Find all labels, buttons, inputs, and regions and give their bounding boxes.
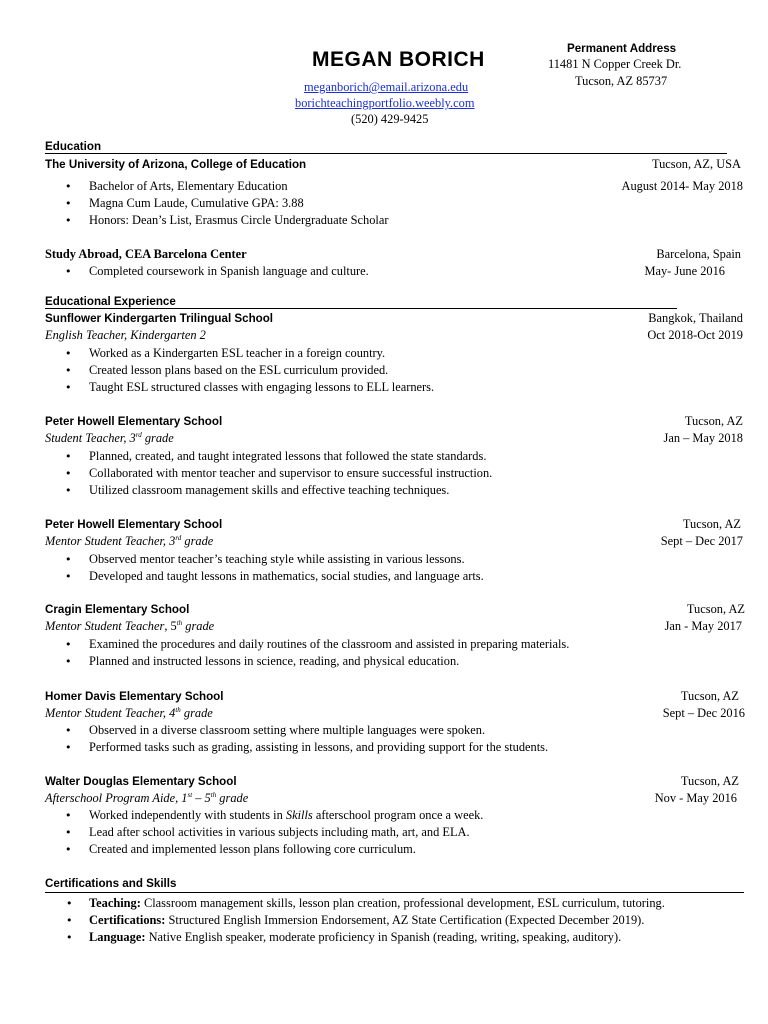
- experience-org-6: Walter Douglas Elementary School: [45, 775, 237, 788]
- experience-date-1: Oct 2018-Oct 2019: [647, 328, 743, 342]
- education-date-2: May- June 2016: [644, 264, 725, 278]
- experience-bullets-1: [61, 345, 434, 397]
- list-item: • Honors: Dean’s List, Erasmus Circle Undergraduate Scholar: [61, 212, 388, 229]
- education-bullets-1: [61, 178, 388, 230]
- list-item: • Developed and taught lessons in mathematics, social studies, and language arts.: [61, 568, 484, 585]
- experience-date-4: Jan - May 2017: [664, 619, 742, 633]
- experience-date-2: Jan – May 2018: [663, 431, 743, 445]
- list-item: • Worked independently with students in Skills afterschool program once a week.: [61, 807, 483, 824]
- list-item: • Taught ESL structured classes with engaging lessons to ELL learners.: [61, 379, 434, 396]
- list-item: • Examined the procedures and daily routines of the classroom and assisted in preparing materials.: [61, 636, 569, 653]
- experience-role-3: Mentor Student Teacher, 3rd grade: [45, 533, 214, 548]
- experience-date-3: Sept – Dec 2017: [660, 534, 743, 548]
- list-item: • Created and implemented lesson plans following core curriculum.: [61, 841, 483, 858]
- experience-org-3: Peter Howell Elementary School: [45, 518, 223, 531]
- skills-heading: Certifications and Skills: [45, 877, 177, 890]
- experience-role-5: Mentor Student Teacher, 4th grade: [45, 705, 213, 720]
- education-location-1: Tucson, AZ, USA: [651, 157, 741, 171]
- experience-org-4: Cragin Elementary School: [45, 603, 190, 616]
- experience-role-6: Afterschool Program Aide, 1st – 5th grade: [45, 790, 249, 805]
- experience-role-1: English Teacher, Kindergarten 2: [45, 328, 206, 342]
- list-item: • Magna Cum Laude, Cumulative GPA: 3.88: [61, 195, 388, 212]
- education-org-1: The University of Arizona, College of Education: [45, 158, 307, 171]
- portfolio-link[interactable]: borichteachingportfolio.weebly.com: [295, 96, 475, 110]
- education-org-2: Study Abroad, CEA Barcelona Center: [45, 247, 247, 261]
- experience-role-2: Student Teacher, 3rd grade: [45, 430, 174, 445]
- experience-bullets-2: [61, 448, 492, 500]
- education-rule: [45, 153, 727, 154]
- experience-org-1: Sunflower Kindergarten Trilingual School: [45, 312, 274, 325]
- list-item: • Lead after school activities in various subjects including math, art, and ELA.: [61, 824, 483, 841]
- list-item: • Observed mentor teacher’s teaching style while assisting in various lessons.: [61, 551, 484, 568]
- address-line-2: Tucson, AZ 85737: [575, 74, 668, 88]
- education-date-1: August 2014- May 2018: [621, 179, 743, 193]
- education-heading: Education: [45, 140, 102, 153]
- experience-date-6: Nov - May 2016: [654, 791, 737, 805]
- experience-location-1: Bangkok, Thailand: [648, 311, 743, 325]
- experience-bullets-3: [61, 551, 484, 585]
- experience-location-6: Tucson, AZ: [680, 774, 739, 788]
- list-item: • Completed coursework in Spanish language and culture.: [61, 263, 369, 280]
- address-title: Permanent Address: [567, 42, 677, 55]
- skills-rule: [45, 892, 744, 893]
- experience-org-5: Homer Davis Elementary School: [45, 690, 224, 703]
- list-item: • Collaborated with mentor teacher and supervisor to ensure successful instruction.: [61, 465, 492, 482]
- address-line-1: 11481 N Copper Creek Dr.: [548, 57, 682, 71]
- email-link[interactable]: meganborich@email.arizona.edu: [304, 80, 469, 94]
- experience-role-4: Mentor Student Teacher, 5th grade: [45, 618, 215, 633]
- phone-number: (520) 429-9425: [351, 112, 429, 126]
- experience-bullets-6: [61, 807, 483, 859]
- skill-item-language: • Language: Native English speaker, moderate proficiency in Spanish (reading, writing, speaking, auditory).: [62, 929, 665, 946]
- experience-bullets-4: [61, 636, 569, 670]
- experience-rule: [45, 308, 677, 309]
- list-item: • Bachelor of Arts, Elementary Education: [61, 178, 388, 195]
- skill-item-teaching: • Teaching: Classroom management skills, lesson plan creation, professional development, ESL curriculum, tutoring.: [62, 895, 665, 912]
- experience-location-2: Tucson, AZ: [684, 414, 743, 428]
- experience-bullets-5: [61, 722, 548, 756]
- experience-date-5: Sept – Dec 2016: [662, 706, 745, 720]
- list-item: • Planned, created, and taught integrated lessons that followed the state standards.: [61, 448, 492, 465]
- experience-heading: Educational Experience: [45, 295, 176, 308]
- education-bullets-2: [61, 263, 369, 280]
- experience-location-5: Tucson, AZ: [680, 689, 739, 703]
- skill-item-certifications: • Certifications: Structured English Immersion Endorsement, AZ State Certification (Expected December 2019).: [62, 912, 665, 929]
- list-item: • Planned and instructed lessons in science, reading, and physical education.: [61, 653, 569, 670]
- list-item: • Utilized classroom management skills and effective teaching techniques.: [61, 482, 492, 499]
- list-item: • Created lesson plans based on the ESL curriculum provided.: [61, 362, 434, 379]
- skills-list: [62, 895, 665, 947]
- list-item: • Worked as a Kindergarten ESL teacher in a foreign country.: [61, 345, 434, 362]
- list-item: • Observed in a diverse classroom setting where multiple languages were spoken.: [61, 722, 548, 739]
- experience-location-4: Tucson, AZ: [686, 602, 745, 616]
- experience-org-2: Peter Howell Elementary School: [45, 415, 223, 428]
- education-location-2: Barcelona, Spain: [656, 247, 741, 261]
- experience-location-3: Tucson, AZ: [682, 517, 741, 531]
- list-item: • Performed tasks such as grading, assisting in lessons, and providing support for the students.: [61, 739, 548, 756]
- candidate-name: MEGAN BORICH: [312, 48, 485, 71]
